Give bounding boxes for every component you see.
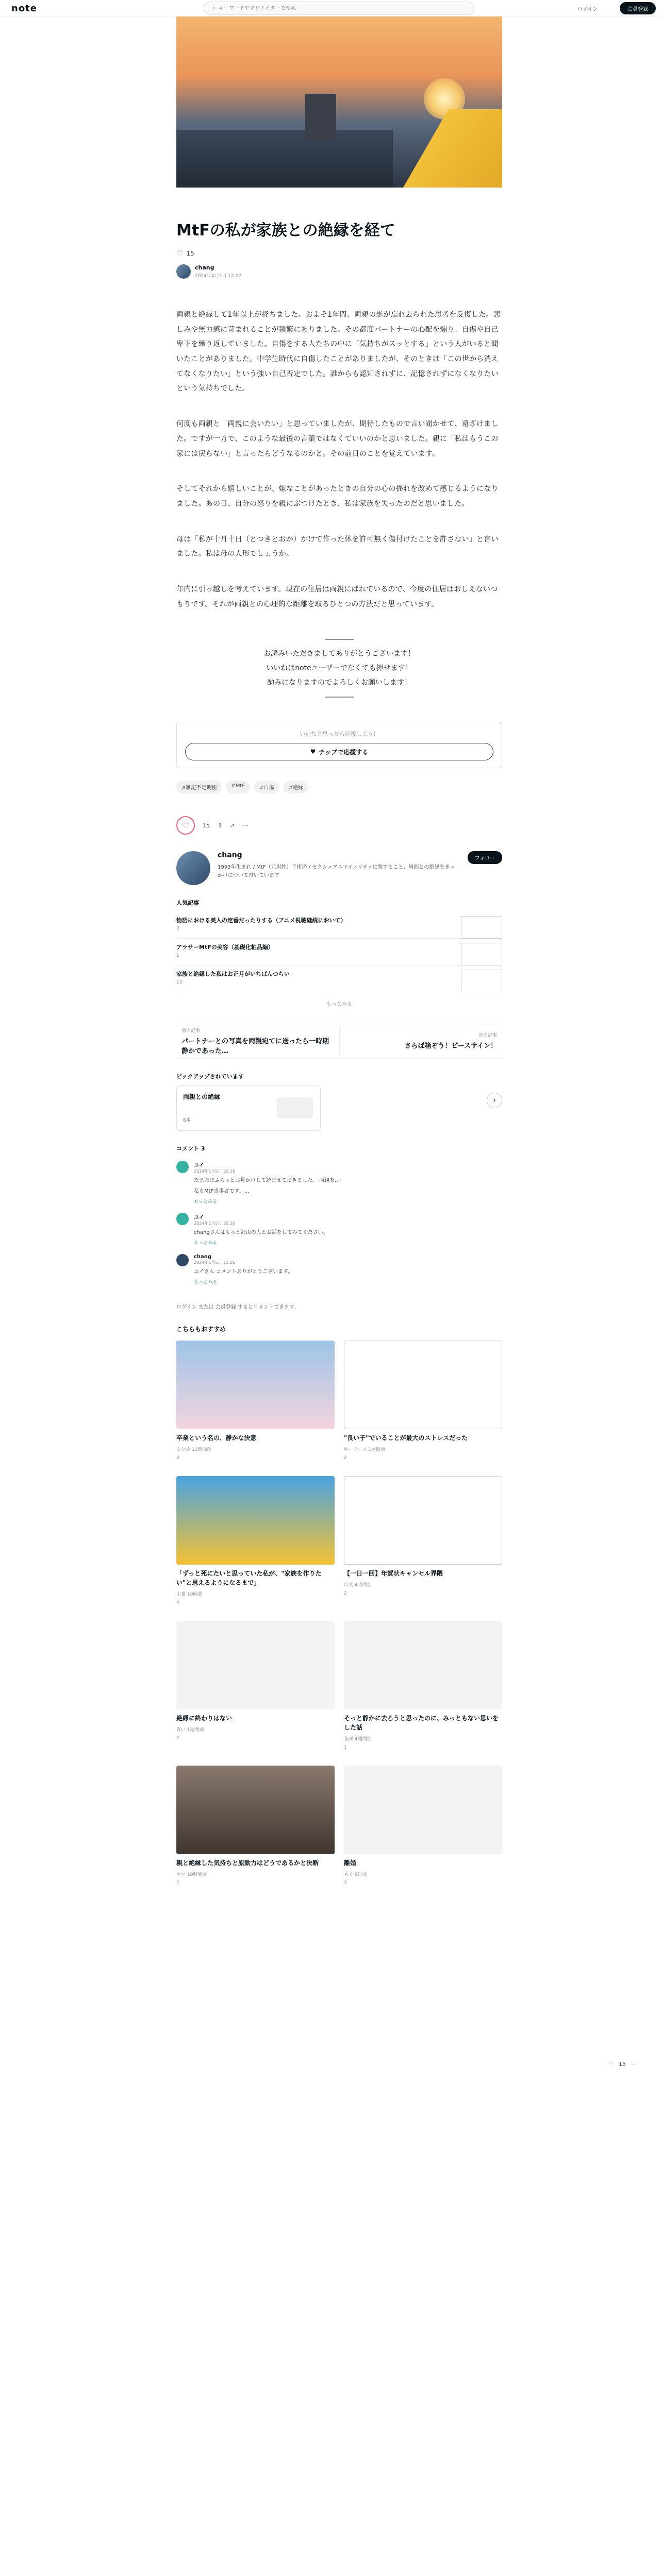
popular-title: 家族と絶縁した私はお正月がいちばんつらい [176,971,290,978]
recommend-title: "良い子"でいることが最大のストレスだった [344,1434,468,1442]
thumbnail [344,1621,502,1709]
recommend-meta: 花咲 4週間前 [344,1737,372,1742]
recommend-card[interactable] [176,1476,335,1605]
like-button[interactable]: ♡ [176,816,195,835]
pickup-title: 両親との絶縁 [183,1093,221,1101]
avatar[interactable] [176,851,210,885]
prev-label: 前の記事 [181,1028,201,1033]
thumbnail [344,1476,502,1565]
recommend-meta: もぐ 6日前 [344,1872,367,1878]
comment [176,1161,502,1205]
prev-title: パートナーとの写真を両親宛てに送ったら一時期静かであった… [181,1037,329,1055]
tag[interactable]: #自傷 [254,781,279,793]
support-label: いいなと思ったら応援しよう！ [300,731,379,738]
closing-line: いいねはnoteユーザーでなくても押せます！ [266,664,412,673]
recommend-likes: 4 [176,1600,179,1606]
follow-button[interactable]: フォロー [468,851,503,864]
recommend-meta: ヤマ 10時間前 [176,1872,207,1878]
heart-icon[interactable]: ♡ [176,249,184,258]
recommend-meta: ゆーリース 1週間前 [344,1447,386,1453]
magazine-icon[interactable]: ⇧ [217,822,223,829]
prev-article[interactable] [176,1022,339,1060]
profile-name[interactable]: chang [218,851,242,860]
list-item[interactable] [176,939,502,965]
recommend-title: 卒業という名の、静かな決意 [176,1434,257,1442]
avatar[interactable] [176,1213,189,1225]
comment-text: changさんはもっと沢山の人とお話をしてみてください。 [194,1230,328,1236]
comment-author[interactable]: ユイ [194,1215,204,1221]
comment-count: 3 [201,1145,205,1153]
avatar[interactable] [176,264,191,279]
comment-date: 2024年1月5日 21:06 [194,1260,236,1265]
login-note[interactable]: ログイン または 会員登録 するとコメントできます。 [176,1304,300,1311]
publish-date: 2024年4月5日 12:07 [195,274,242,279]
popular-title: アラサーMtFの美容（基礎化粧品編） [176,944,274,951]
recommend-title: 離婚 [344,1859,357,1867]
article-title: MtFの私が家族との絶縁を経て [176,222,395,240]
recommend-card[interactable] [176,1341,335,1461]
paragraph: 両親と絶縁して1年以上が経ちました。およそ1年間、両親の影が忘れ去られた思考を反復した。悲しみや無力感に苛まれることが頻繁にありました。その都度パートナーの心配を煽り、自傷や自己卑下を繰り返していました。自傷をする人たちの中に「気持ちがスッとする」という人がいると聞いたことがありました。中学生時代に自傷したことがありましたが、そのときは「この世から消えてなくなりたい」という強い自己否定でした。誰からも認知されずに、記憶されずになくなりたいという気持ちでした。 [176,311,501,393]
heart-icon[interactable]: ♡ [608,2061,614,2067]
thumbnail [344,1766,502,1854]
popular-likes: 7 [176,926,179,932]
list-item[interactable] [176,965,502,992]
recommend-card[interactable] [176,1766,335,1886]
separator: ―――― [325,693,354,702]
more-link[interactable]: もっとみる [194,1280,218,1285]
popular-likes: 1 [176,953,179,959]
thumbnail [461,916,502,939]
pickup-card[interactable] [176,1086,321,1131]
more-link[interactable]: もっとみる [194,1199,218,1205]
recommend-card[interactable] [344,1621,502,1750]
search-icon: ⌕ [212,5,216,11]
share-icon[interactable]: ↗ [229,822,235,829]
paragraph: そしてそれから嬉しいことが、嫌なことがあったときの自分の心の揺れを改めて感じるようになりました。あの日、自分の怒りを親にぶつけたとき、私は家族を失ったのだと思いました。 [176,485,499,508]
thumbnail [461,943,502,965]
author-profile [176,851,502,885]
more-icon[interactable]: ⋯ [242,822,249,829]
like-summary [176,249,502,258]
popular-title: 物語における美人の定番だったりする（アニメ視聴継続において） [176,917,346,924]
pickup-meta: 6本 [183,1118,191,1124]
recommend-likes: 2 [344,1455,347,1461]
floating-actions [608,2061,637,2067]
article-navigation [176,1023,502,1059]
action-bar [176,816,502,835]
tip-button[interactable] [185,743,493,760]
recommend-title: 親と絶縁した気持ちと原動力はどうであるかと決断 [176,1859,319,1867]
recommend-grid [176,1341,502,1886]
comment-date: 2024年1月5日 20:16 [194,1169,236,1174]
pickup-section [176,1072,502,1131]
thumbnail [176,1621,335,1709]
thumbnail [344,1341,502,1429]
comment-text: 私もMtF当事者です。… [194,1189,250,1195]
recommend-meta: 青い 1週間前 [176,1727,204,1733]
comment [176,1254,502,1285]
pickup-label: ピックアップされています [176,1073,244,1080]
more-link[interactable]: もっとみる [326,1002,352,1008]
recommend-meta: まなめ 13時間前 [176,1447,212,1453]
recommend-card[interactable] [176,1621,335,1750]
paragraph: 母は「私が十月十日（とつきとおか）かけて作った体を許可無く傷付けたことを許さない」と言いました。私は母の人形でしょうか。 [176,535,499,558]
comments-section [176,1144,502,1310]
avatar[interactable] [176,1254,189,1266]
next-title: さらば箱ぞう！ピースサイン！ [404,1042,497,1050]
author-name[interactable]: chang [195,264,214,271]
tag[interactable]: #MtF [226,781,250,793]
closing-block [176,632,502,704]
thumbnail [277,1097,313,1118]
next-article[interactable] [339,1026,502,1055]
more-icon[interactable]: ⋯ [631,2061,637,2067]
thumbnail [176,1476,335,1565]
popular-label: 人気記事 [176,900,199,907]
next-label: 次の記事 [478,1033,497,1039]
comment-text: ユイさん コメントありがとうございます。 [194,1269,293,1275]
tip-icon: ♥ [310,748,316,756]
paragraph: 何度も両親と「両親に会いたい」と思っていましたが、期待したもので言い聞かせて、遠ざけました。ですが一方で、このような最後の言葉ではなくていいのかと思いました。親に「私はもうこの家には戻らない」と言ったらどうなるのかと。その前日のことを覚えています。 [176,420,499,458]
recommend-likes: 2 [344,1591,347,1597]
recommend-likes: 7 [176,1880,179,1886]
recommend-likes: 1 [344,1745,347,1751]
recommend-card[interactable] [344,1476,502,1605]
tip-button-label: チップで応援する [319,748,369,756]
comment-author[interactable]: chang [194,1254,212,1260]
recommend-likes: 3 [344,1880,347,1886]
thumbnail [176,1341,335,1429]
comment [176,1213,502,1246]
recommend-card[interactable] [344,1341,502,1461]
recommend-title: 「ずっと死にたいと思っていた私が、"家族を作りたい"と思えるようになるまで」 [176,1570,322,1587]
tag-list [176,781,502,793]
recommend-card[interactable] [344,1766,502,1886]
recommend-meta: 山葉 10時間 [176,1592,203,1598]
paragraph: 年内に引っ越しを考えています。現在の住居は両親にばれているので、今度の住居はおしえないつもりです。それが両親との心理的な距離を取るひとつの方法だと思っています。 [176,585,498,608]
search-input[interactable] [219,6,456,11]
like-count: 15 [202,822,210,829]
recommend-title: 絶縁に終わりはない [176,1715,233,1722]
hero-image [176,16,502,188]
thumbnail [461,970,502,992]
chevron-right-icon[interactable]: › [487,1093,502,1108]
note-logo[interactable]: note [11,3,37,14]
thumbnail [176,1766,335,1854]
avatar[interactable] [176,1161,189,1173]
recommend-meta: 時文 4時間前 [344,1583,372,1588]
popular-likes: 13 [176,980,183,986]
search-box[interactable] [204,2,474,15]
separator: ―――― [325,635,354,644]
login-link[interactable]: ログイン [577,7,598,12]
recommend-title: そっと静かに去ろうと思ったのに、みっともない思いをした話 [344,1715,499,1732]
recommend-likes: 2 [176,1736,179,1741]
profile-desc: 1993年生まれ / MtF（元男性）手術済 / セクシュアルマイノリティに関すること、周囲との絶縁をきっかけについて書いています [218,865,455,879]
article-main [176,16,502,1886]
recommend-title: 【一日一回】年賀状キャンセル界隈 [344,1570,443,1578]
support-box [176,722,502,768]
like-count: 15 [186,250,194,257]
more-link[interactable]: もっとみる [194,1241,218,1246]
recommend-likes: 2 [176,1455,179,1461]
closing-line: 励みになりますのでよろしくお願いします！ [267,679,411,687]
comment-date: 2024年1月5日 20:16 [194,1221,236,1226]
tag[interactable]: #絶縁 [283,781,308,793]
author-row [176,264,502,279]
comment-text: たまたまふらっとお見かけして読ませて頂きました。 両親を… [194,1178,340,1184]
like-count: 15 [618,2061,626,2067]
signup-button[interactable]: 会員登録 [620,2,656,14]
site-header [0,0,662,16]
article-body [176,308,502,612]
comments-label: コメント 3 [176,1145,205,1153]
closing-line: お読みいただきましてありがとうございます！ [263,650,415,658]
comment-author[interactable]: ユイ [194,1163,204,1169]
recommend-label: こちらもおすすめ [176,1326,226,1333]
tag[interactable]: #雑記不定期便 [176,781,222,793]
list-item[interactable] [176,912,502,939]
